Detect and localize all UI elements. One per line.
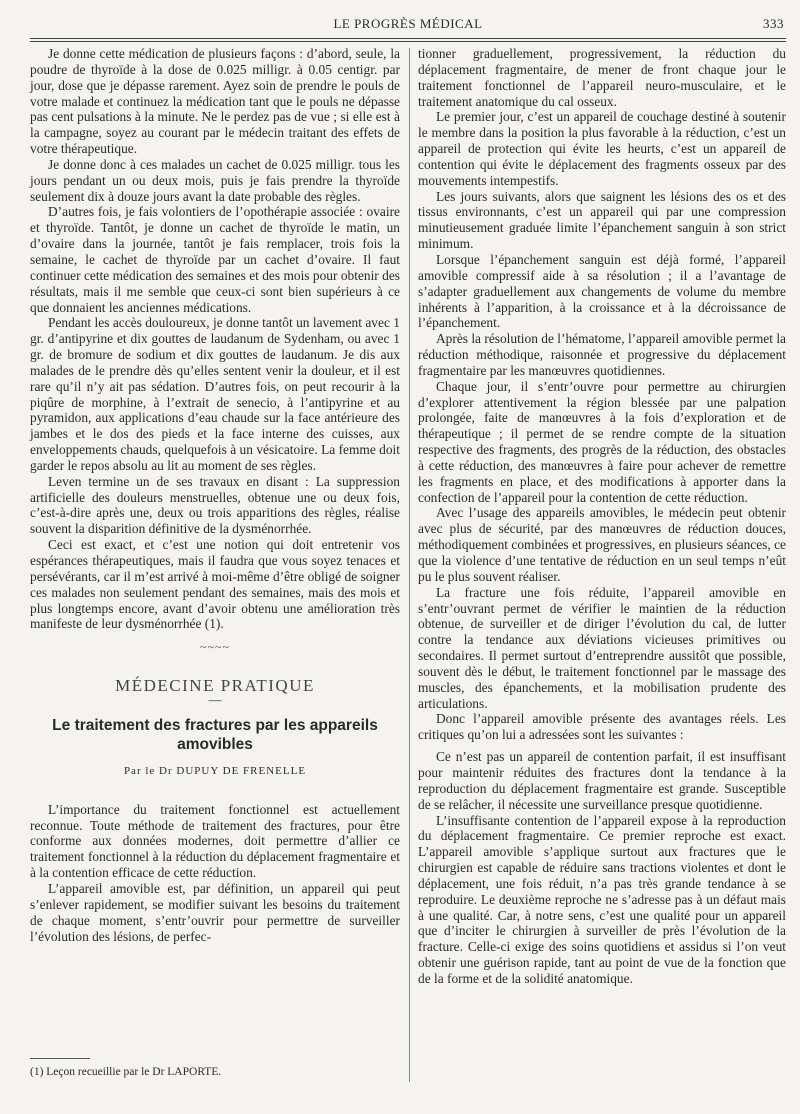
section-dash: —	[208, 692, 222, 708]
article-byline: Par le Dr DUPUY DE FRENELLE	[123, 764, 307, 777]
journal-title: LE PROGRÈS MÉDICAL	[333, 16, 483, 31]
footnote-rule	[30, 1058, 90, 1059]
paragraph: D’autres fois, je fais volontiers de l’opothérapie associée : ovaire et thyroïde. Tantôt, je donne un cachet de thyroïde le matin, un d’ovaire dans la journée, tantôt je fais remplacer, trois fois la semaine, le cachet de thyroïde par un cachet d’ovaire. Il faut continuer cette médication des semaines et des mois pour obtenir des résultats, mais il me semble que ceux-ci sont bien supérieurs à ce que donnaient les anciennes médications.	[30, 204, 400, 315]
paragraph: Ceci est exact, et c’est une notion qui doit entretenir vos espérances thérapeutiques, mais il faudra que vous soyez tenaces et persévérants, car il m’est arrivé à moi-même d’être obligé de soigner ces malades non seulement pendant des semaines, mais des mois et plus longtemps encore, avant d’avoir obtenu une amélioration très manifeste de leur dysménorrhée (1).	[30, 537, 400, 632]
running-head	[30, 16, 786, 34]
paragraph: Ce n’est pas un appareil de contention parfait, il est insuffisant pour maintenir réduites des fractures dont la tendance à la reproduction du déplacement fragmentaire est grande. Susceptible de se relâcher, il nécessite une surveillance presque quotidienne.	[418, 749, 786, 812]
paragraph: Je donne cette médication de plusieurs façons : d’abord, seule, la poudre de thyroïde à la dose de 0.025 milligr. à 0.05 centigr. par jour, dose que je dépasse rarement. Ayez soin de prendre le pouls de votre malade et continuez la médication tant que le pouls ne dépasse pas cent pulsations à la minute. Ne le perdez pas de vue ; si elle est à la campagne, soyez au courant par le médecin traitant des effets de votre thérapeutique.	[30, 46, 400, 157]
paragraph: L’insuffisante contention de l’appareil expose à la reproduction du déplacement fragmentaire. Ce premier reproche est exact. L’appareil amovible s’applique surtout aux fractures que le chirurgien est capable de réduire sans tractions violentes et dont le déplacement, une fois réduit, n’a pas très grande tendance à se reproduire. Le deuxième reproche ne s’adresse pas à un défaut mais à une qualité. Car, à notre sens, c’est une qualité pour un appareil que d’inciter le chirurgien à surveiller de près l’évolution de la fracture. Celle-ci exige des soins quotidiens et assidus si l’on veut obtenir une guérison rapide, tant au point de vue de la fonction que de la forme et de la solidité anatomique.	[418, 812, 786, 986]
section-ornament: ~~~~	[200, 640, 230, 655]
paragraph: tionner graduellement, progressivement, la réduction du déplacement fragmentaire, de mener de front chaque jour le traitement fonctionnel de l’appareil neuro-musculaire, et le traitement anatomique du cal osseux.	[418, 46, 786, 109]
column-divider	[409, 48, 410, 1082]
paragraph: Lorsque l’épanchement sanguin est déjà formé, l’appareil amovible compressif aide à sa résolution ; il a l’avantage de s’adapter graduellement aux changements de volume du membre inhérents à l’apparition, à la croissance et à la décroissance de l’épanchement.	[418, 251, 786, 331]
paragraph: Donc l’appareil amovible présente des avantages réels. Les critiques qu’on lui a adressées sont les suivantes :	[418, 711, 786, 743]
section-title: MÉDECINE PRATIQUE	[115, 676, 315, 696]
paragraph: Pendant les accès douloureux, je donne tantôt un lavement avec 1 gr. d’antipyrine et dix gouttes de laudanum de Sydenham, ou avec 1 gr. de bromure de sodium et dix gouttes de laudanum. Je dis aux malades de le prendre dès qu’elles sentent venir la douleur, et il est rare qu’il n’y ait pas sédation. D’autres fois, on peut recourir à la piqûre de morphine, à l’extrait de senecio, à l’antipyrine et au pyramidon, aux applications d’eau chaude sur la face antérieure des jambes et le dos des pieds et la face interne des cuisses, aux enveloppements chauds, quelquefois à un vésicatoire. La femme doit garder le repos absolu au lit au moment de ses règles.	[30, 315, 400, 473]
paragraph: Avec l’usage des appareils amovibles, le médecin peut obtenir avec plus de sécurité, par des manœuvres de réduction douces, méthodiquement combinées et progressives, en plusieurs séances, ce que la violence d’une tentative de réduction en un seul temps n’eût pu le plus souvent réaliser.	[418, 505, 786, 584]
paragraph: Leven termine un de ses travaux en disant : La suppression artificielle des douleurs menstruelles, obtenue une ou deux fois, c’est-à-dire après une, deux ou trois apparitions des règles, réalise souvent la disparition définitive de la dysménorrhée.	[30, 473, 400, 537]
footnote: (1) Leçon recueillie par le Dr LAPORTE.	[30, 1066, 222, 1078]
header-rule	[30, 38, 786, 39]
paragraph: Je donne donc à ces malades un cachet de 0.025 milligr. tous les jours pendant un ou deux mois, puis je fais prendre la thyroïde seulement dix à douze jours avant la date probable des règles.	[30, 156, 400, 204]
page-number: 333	[763, 16, 784, 31]
paragraph: L’appareil amovible est, par définition, un appareil qui peut s’enlever rapidement, se modifier suivant les besoins du traitement de chaque moment, s’entr’ouvrir pour permettre de surveiller l’évolution des lésions, de perfec-	[30, 880, 400, 944]
paragraph: Chaque jour, il s’entr’ouvre pour permettre au chirurgien d’explorer attentivement la région blessée par une palpation prolongée, faite de manœuvres à la fois d’exploration et de thérapeutique ; il permet de se rendre compte de la situation respective des fragments, des progrès de la réduction, des obstacles à cette réduction, des manœuvres à faire pour achever de remettre les fragments en place, et des modifications à apporter dans la confection de l’appareil pour la contention de cette réduction.	[418, 378, 786, 505]
left-column	[30, 46, 400, 944]
article-title: Le traitement des fractures par les appareils amovibles	[52, 716, 378, 753]
right-column	[418, 46, 786, 987]
paragraph: L’importance du traitement fonctionnel est actuellement reconnue. Toute méthode de traitement des fractures, pour être conforme aux données modernes, doit permettre d’allier ce traitement fonctionnel à la réduction du déplacement fragmentaire et à la contention efficace de cette réduction.	[30, 801, 400, 881]
paragraph: Après la résolution de l’hématome, l’appareil amovible permet la réduction méthodique, raisonnée et progressive du déplacement fragmentaire par les manœuvres quotidiennes.	[418, 331, 786, 378]
paragraph: La fracture une fois réduite, l’appareil amovible en s’entr’ouvrant permet de vérifier le maintien de la réduction obtenue, de surveiller et de diriger l’évolution du cal, de lutter contre la tendance aux déviations vicieuses primitives ou secondaires. Il permet surtout d’entreprendre aussitôt que possible, souvent dès le début, le traitement fonctionnel par le massage des muscles, des épanchements, et la mobilisation prudente des articulations.	[418, 584, 786, 711]
paragraph: Les jours suivants, alors que saignent les lésions des os et des tissus environnants, c’est un appareil qui par une compression minutieusement graduée limite l’épanchement sanguin à son strict minimum.	[418, 188, 786, 252]
paragraph: Le premier jour, c’est un appareil de couchage destiné à soutenir le membre dans la position la plus favorable à la réduction, c’est un appareil de protection qui évite les heurts, c’est un appareil de contention qui évite le déplacement des fragments osseux par des mouvements intempestifs.	[418, 109, 786, 188]
header-rule-double	[30, 41, 786, 42]
